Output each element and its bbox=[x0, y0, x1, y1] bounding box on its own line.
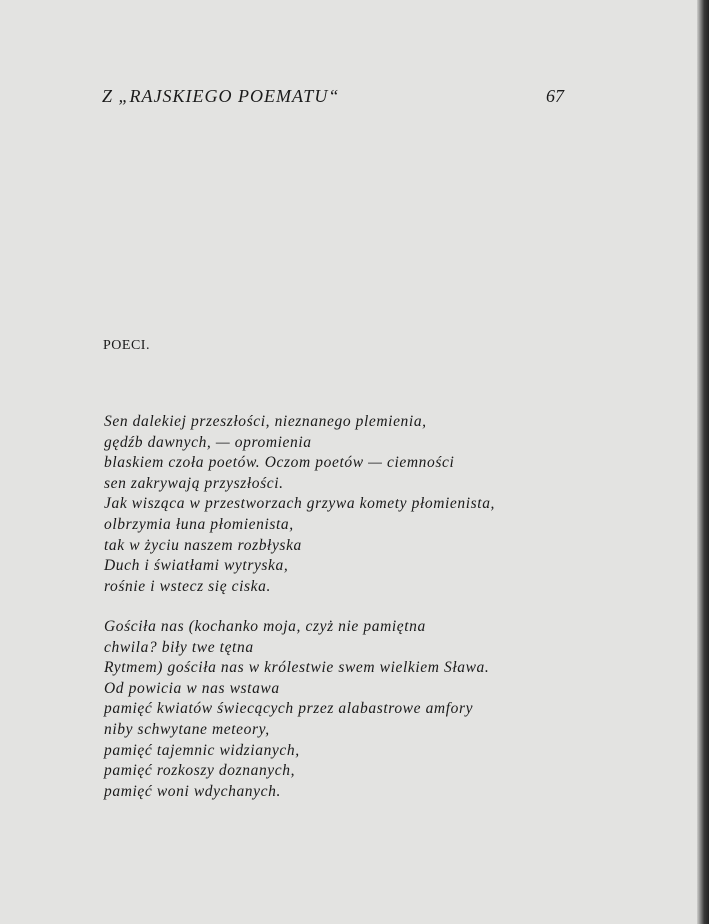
stanza-2 bbox=[104, 617, 489, 802]
verse-line: olbrzymia łuna płomienista, bbox=[104, 515, 294, 533]
verse-line: gędźb dawnych, — opromienia bbox=[104, 433, 312, 451]
verse-line: Jak wisząca w przestworzach grzywa komety płomienista, bbox=[104, 495, 496, 513]
stanza-1 bbox=[104, 412, 495, 597]
verse-line: chwila? biły twe tętna bbox=[104, 638, 254, 656]
verse-line: Rytmem) gościła nas w królestwie swem wielkiem Sława. bbox=[104, 659, 490, 677]
verse-line: sen zakrywają przyszłości. bbox=[104, 474, 284, 492]
verse-line: Od powicia w nas wstawa bbox=[104, 679, 280, 697]
verse-line: niby schwytane meteory, bbox=[104, 720, 270, 738]
verse-line: Duch i światłami wytryska, bbox=[104, 557, 289, 575]
running-header-title: Z „RAJSKIEGO POEMATU“ bbox=[102, 86, 340, 106]
verse-line: pamięć rozkoszy doznanych, bbox=[104, 762, 296, 780]
verse-line: Sen dalekiej przeszłości, nieznanego plemienia, bbox=[104, 413, 427, 430]
running-header bbox=[102, 86, 564, 107]
verse-line: pamięć kwiatów świecących przez alabastrowe amfory bbox=[104, 700, 474, 718]
section-title: POECI. bbox=[103, 338, 150, 353]
verse-line: Gościła nas (kochanko moja, czyż nie pamiętna bbox=[104, 618, 426, 635]
verse-line: pamięć tajemnic widzianych, bbox=[104, 741, 300, 759]
verse-line: blaskiem czoła poetów. Oczom poetów — ciemności bbox=[104, 454, 455, 472]
verse-line: tak w życiu naszem rozbłyska bbox=[104, 536, 302, 554]
page-number: 67 bbox=[546, 86, 564, 106]
page-edge-shadow bbox=[697, 0, 709, 924]
verse-line: pamięć woni wdychanych. bbox=[104, 782, 281, 800]
verse-line: rośnie i wstecz się ciska. bbox=[104, 577, 271, 595]
